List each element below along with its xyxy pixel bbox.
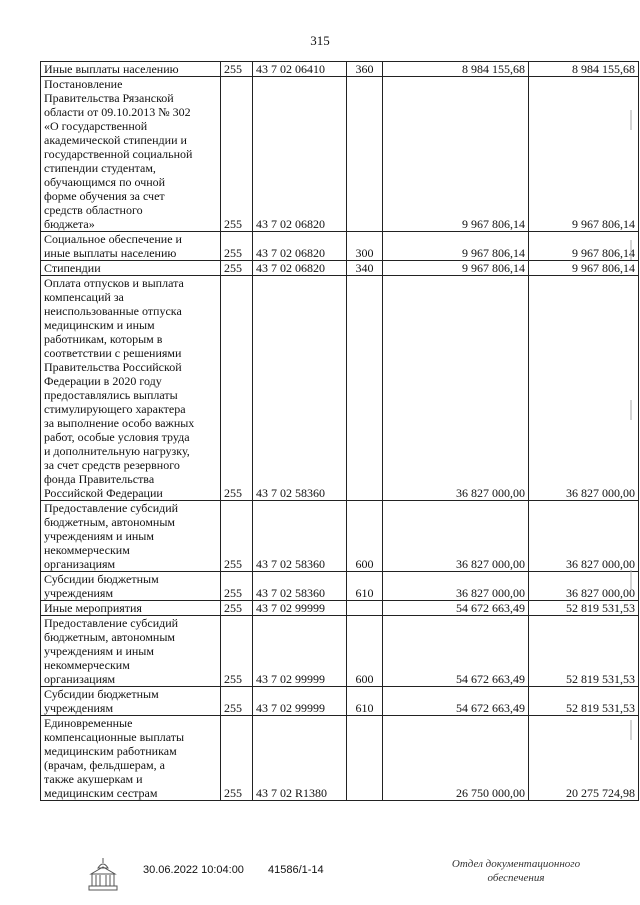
row-name-cell xyxy=(41,716,221,801)
budget-table-body xyxy=(41,62,639,801)
row-sum-2021-cell: 26 750 000,00 xyxy=(383,716,529,801)
department-stamp-line: обеспечения xyxy=(487,872,545,884)
row-name-cell xyxy=(41,77,221,232)
row-name-line: учреждениям и иным xyxy=(44,644,154,658)
row-type-cell: 600 xyxy=(347,616,383,687)
row-name-line: за счет средств резервного xyxy=(44,458,180,472)
row-name-cell xyxy=(41,616,221,687)
row-sum-2021-cell: 8 984 155,68 xyxy=(383,62,529,77)
row-name-line: бюджетным, автономным xyxy=(44,515,175,529)
row-name-line: бюджетным, автономным xyxy=(44,630,175,644)
row-csr-cell: 43 7 02 R1380 xyxy=(253,716,347,801)
row-name-line: организациям xyxy=(44,557,116,571)
row-name-line: обучающимся по очной xyxy=(44,175,166,189)
row-sum-executed-cell: 52 819 531,53 xyxy=(529,687,639,716)
row-name-line: Правительства Рязанской xyxy=(44,91,174,105)
table-row xyxy=(41,232,639,261)
row-name-line: средств областного xyxy=(44,203,143,217)
row-name-line: предоставлялись выплаты xyxy=(44,388,178,402)
row-code-cell: 255 xyxy=(221,616,253,687)
row-type-cell xyxy=(347,77,383,232)
table-row xyxy=(41,276,639,501)
row-name-cell xyxy=(41,687,221,716)
row-name-line: соответствии с решениями xyxy=(44,346,182,360)
row-sum-executed-cell: 52 819 531,53 xyxy=(529,616,639,687)
row-code-cell: 255 xyxy=(221,716,253,801)
table-row xyxy=(41,77,639,232)
row-sum-2021-cell: 36 827 000,00 xyxy=(383,572,529,601)
row-name-line: Социальное обеспечение и xyxy=(44,232,182,246)
row-csr-cell: 43 7 02 99999 xyxy=(253,601,347,616)
row-sum-executed-cell: 8 984 155,68 xyxy=(529,62,639,77)
row-name-line: медицинским сестрам xyxy=(44,786,158,800)
row-name-line: Единовременные xyxy=(44,716,133,730)
table-row xyxy=(41,62,639,77)
row-type-cell: 610 xyxy=(347,572,383,601)
row-csr-cell: 43 7 02 06410 xyxy=(253,62,347,77)
row-type-cell xyxy=(347,601,383,616)
row-sum-executed-cell: 36 827 000,00 xyxy=(529,572,639,601)
row-name-line: Оплата отпусков и выплата xyxy=(44,276,184,290)
row-sum-executed-cell: 20 275 724,98 xyxy=(529,716,639,801)
row-name-line: бюджета» xyxy=(44,217,95,231)
row-name-line: работ, особые условия труда xyxy=(44,430,190,444)
row-name-line: некоммерческим xyxy=(44,543,130,557)
row-code-cell: 255 xyxy=(221,261,253,276)
row-csr-cell: 43 7 02 58360 xyxy=(253,276,347,501)
row-sum-2021-cell: 36 827 000,00 xyxy=(383,501,529,572)
row-name-line: (врачам, фельдшерам, а xyxy=(44,758,165,772)
row-csr-cell: 43 7 02 06820 xyxy=(253,261,347,276)
table-row xyxy=(41,616,639,687)
table-row xyxy=(41,261,639,276)
row-type-cell: 360 xyxy=(347,62,383,77)
row-sum-executed-cell: 9 967 806,14 xyxy=(529,232,639,261)
row-csr-cell: 43 7 02 06820 xyxy=(253,232,347,261)
department-stamp xyxy=(426,857,606,885)
row-name-cell xyxy=(41,601,221,616)
row-name-line: медицинским работникам xyxy=(44,744,177,758)
row-name-line: Стипендии xyxy=(44,261,101,275)
row-sum-executed-cell: 36 827 000,00 xyxy=(529,501,639,572)
row-code-cell: 255 xyxy=(221,501,253,572)
row-name-line: также акушеркам и xyxy=(44,772,143,786)
row-name-line: стимулирующего характера xyxy=(44,402,186,416)
row-name-line: Иные выплаты населению xyxy=(44,62,179,76)
row-name-line: иные выплаты населению xyxy=(44,246,177,260)
row-name-line: Субсидии бюджетным xyxy=(44,687,159,701)
row-csr-cell: 43 7 02 99999 xyxy=(253,616,347,687)
row-name-line: неиспользованные отпуска xyxy=(44,304,182,318)
row-sum-2021-cell: 54 672 663,49 xyxy=(383,687,529,716)
row-sum-2021-cell: 9 967 806,14 xyxy=(383,77,529,232)
table-row xyxy=(41,716,639,801)
row-name-line: компенсационные выплаты xyxy=(44,730,185,744)
row-name-line: государственной социальной xyxy=(44,147,193,161)
row-name-line: «О государственной xyxy=(44,119,148,133)
row-name-line: Постановление xyxy=(44,77,123,91)
row-name-line: Предоставление субсидий xyxy=(44,501,179,515)
row-name-cell xyxy=(41,232,221,261)
row-name-line: Правительства Российской xyxy=(44,360,182,374)
row-name-cell xyxy=(41,572,221,601)
row-sum-2021-cell: 36 827 000,00 xyxy=(383,276,529,501)
row-name-line: области от 09.10.2013 № 302 xyxy=(44,105,191,119)
row-name-line: академической стипендии и xyxy=(44,133,187,147)
row-sum-executed-cell: 9 967 806,14 xyxy=(529,77,639,232)
table-row xyxy=(41,601,639,616)
row-type-cell: 300 xyxy=(347,232,383,261)
row-sum-executed-cell: 9 967 806,14 xyxy=(529,261,639,276)
row-sum-executed-cell: 52 819 531,53 xyxy=(529,601,639,616)
row-name-line: и дополнительную нагрузку, xyxy=(44,444,190,458)
row-name-line: организациям xyxy=(44,672,116,686)
duma-building-emblem-icon xyxy=(86,856,120,894)
row-name-cell xyxy=(41,276,221,501)
row-name-line: стипендии студентам, xyxy=(44,161,156,175)
row-name-line: за выполнение особо важных xyxy=(44,416,195,430)
row-sum-2021-cell: 9 967 806,14 xyxy=(383,261,529,276)
row-name-line: учреждениям xyxy=(44,586,114,600)
row-sum-2021-cell: 54 672 663,49 xyxy=(383,601,529,616)
row-name-line: Предоставление субсидий xyxy=(44,616,179,630)
row-csr-cell: 43 7 02 99999 xyxy=(253,687,347,716)
row-name-line: фонда Правительства xyxy=(44,472,155,486)
row-code-cell: 255 xyxy=(221,62,253,77)
row-name-line: Субсидии бюджетным xyxy=(44,572,159,586)
row-code-cell: 255 xyxy=(221,232,253,261)
row-name-line: Федерации в 2020 году xyxy=(44,374,162,388)
scan-edge-marks xyxy=(627,100,635,800)
row-name-line: Иные мероприятия xyxy=(44,601,142,615)
row-csr-cell: 43 7 02 06820 xyxy=(253,77,347,232)
row-name-line: медицинским и иным xyxy=(44,318,155,332)
stamp-document-number: 41586/1-14 xyxy=(268,864,324,876)
budget-table xyxy=(40,61,639,801)
row-code-cell: 255 xyxy=(221,601,253,616)
table-row xyxy=(41,572,639,601)
row-code-cell: 255 xyxy=(221,572,253,601)
row-name-cell xyxy=(41,62,221,77)
row-code-cell: 255 xyxy=(221,276,253,501)
page-number: 315 xyxy=(310,33,330,48)
row-sum-2021-cell: 54 672 663,49 xyxy=(383,616,529,687)
row-code-cell: 255 xyxy=(221,687,253,716)
row-name-cell xyxy=(41,261,221,276)
row-type-cell: 600 xyxy=(347,501,383,572)
row-type-cell: 340 xyxy=(347,261,383,276)
row-type-cell xyxy=(347,276,383,501)
row-sum-executed-cell: 36 827 000,00 xyxy=(529,276,639,501)
row-csr-cell: 43 7 02 58360 xyxy=(253,572,347,601)
row-name-line: компенсаций за xyxy=(44,290,124,304)
row-code-cell: 255 xyxy=(221,77,253,232)
row-name-line: учреждениям xyxy=(44,701,114,715)
row-name-line: форме обучения за счет xyxy=(44,189,165,203)
row-type-cell: 610 xyxy=(347,687,383,716)
table-row xyxy=(41,501,639,572)
row-sum-2021-cell: 9 967 806,14 xyxy=(383,232,529,261)
row-name-line: Российской Федерации xyxy=(44,486,163,500)
row-name-line: учреждениям и иным xyxy=(44,529,154,543)
row-name-line: некоммерческим xyxy=(44,658,130,672)
table-row xyxy=(41,687,639,716)
department-stamp-line: Отдел документационного xyxy=(451,858,581,870)
row-name-line: работникам, которым в xyxy=(44,332,163,346)
stamp-date: 30.06.2022 10:04:00 xyxy=(143,864,244,876)
footer xyxy=(0,850,640,905)
row-name-cell xyxy=(41,501,221,572)
row-csr-cell: 43 7 02 58360 xyxy=(253,501,347,572)
row-type-cell xyxy=(347,716,383,801)
